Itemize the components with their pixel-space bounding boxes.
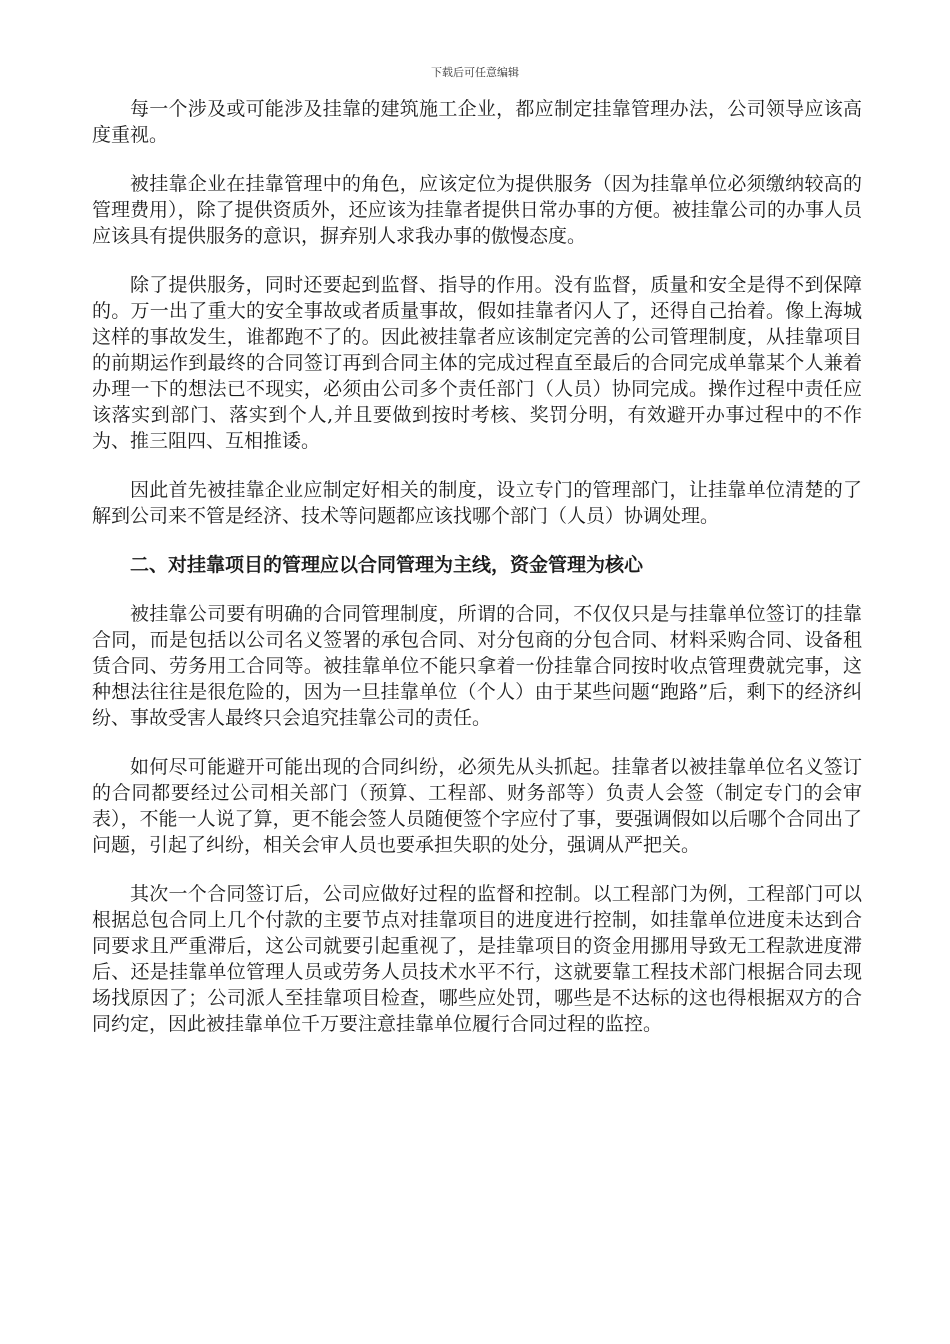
paragraph: 被挂靠企业在挂靠管理中的角色，应该定位为提供服务（因为挂靠单位必须缴纳较高的管理费用），除了提供资质外，还应该为挂靠者提供日常办事的方便。被挂靠公司的办事人员应该具有提供服务的意识，摒弃别人求我办事的傲慢态度。 [92,173,862,247]
paragraph: 被挂靠公司要有明确的合同管理制度，所谓的合同，不仅仅只是与挂靠单位签订的挂靠合同，而是包括以公司名义签署的承包合同、对分包商的分包合同、材料采购合同、设备租赁合同、劳务用工合同等。被挂靠单位不能只拿着一份挂靠合同按时收点管理费就完事，这种想法往往是很危险的，因为一旦挂靠单位（个人）由于某些问题“跑路”后，剩下的经济纠纷、事故受害人最终只会追究挂靠公司的责任。 [92,603,862,729]
section-heading: 二、对挂靠项目的管理应以合同管理为主线，资金管理为核心 [130,554,644,576]
paragraph: 除了提供服务，同时还要起到监督、指导的作用。没有监督，质量和安全是得不到保障的。万一出了重大的安全事故或者质量事故，假如挂靠者闪人了，还得自己抬着。像上海城这样的事故发生，谁都跑不了的。因此被挂靠者应该制定完善的公司管理制度，从挂靠项目的前期运作到最终的合同签订再到合同主体的完成过程直至最后的合同完成单靠某个人兼着办理一下的想法已不现实，必须由公司多个责任部门（人员）协同完成。操作过程中责任应该落实到部门、落实到个人,并且要做到按时考核、奖罚分明，有效避开办事过程中的不作为、推三阻四、互相推诿。 [92,274,862,452]
paragraph: 其次一个合同签订后，公司应做好过程的监督和控制。以工程部门为例，工程部门可以根据总包合同上几个付款的主要节点对挂靠项目的进度进行控制，如挂靠单位进度未达到合同要求且严重滞后，这公司就要引起重视了，是挂靠项目的资金用挪用导致无工程款进度滞后、还是挂靠单位管理人员或劳务人员技术水平不行，这就要靠工程技术部门根据合同去现场找原因了；公司派人至挂靠项目检查，哪些应处罚，哪些是不达标的这也得根据双方的合同约定，因此被挂靠单位千万要注意挂靠单位履行合同过程的监控。 [92,883,862,1035]
paragraph: 因此首先被挂靠企业应制定好相关的制度，设立专门的管理部门，让挂靠单位清楚的了解到公司来不管是经济、技术等问题都应该找哪个部门（人员）协调处理。 [92,479,862,527]
document-body [92,96,862,1060]
paragraph: 每一个涉及或可能涉及挂靠的建筑施工企业，都应制定挂靠管理办法，公司领导应该高度重视。 [92,98,862,146]
paragraph: 如何尽可能避开可能出现的合同纠纷，必须先从头抓起。挂靠者以被挂靠单位名义签订的合同都要经过公司相关部门（预算、工程部、财务部等）负责人会签（制定专门的会审表），不能一人说了算，更不能会签人员随便签个字应付了事，要强调假如以后哪个合同出了问题，引起了纠纷，相关会审人员也要承担失职的处分，强调从严把关。 [92,756,862,856]
page-header: 下载后可任意编辑 [431,66,519,79]
